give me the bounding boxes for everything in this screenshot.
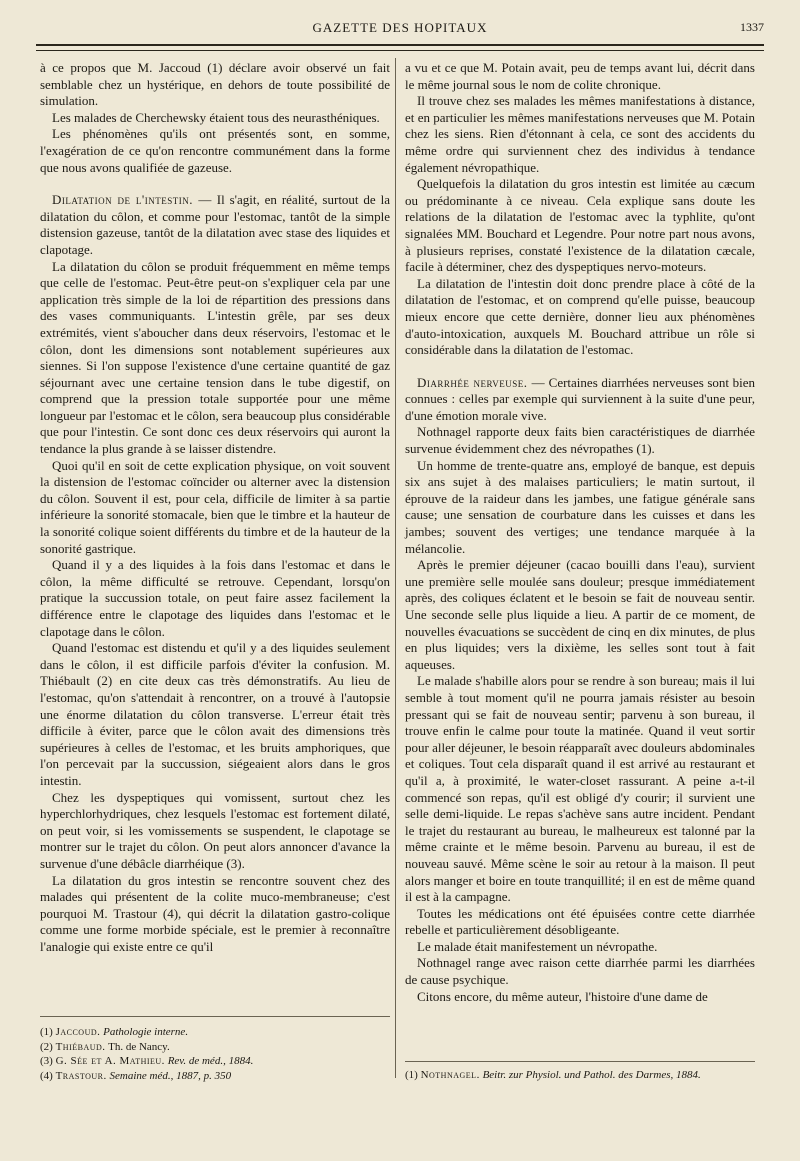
footnote: (1) Nothnagel. Beitr. zur Physiol. und Pathol. des Darmes, 1884. [405,1069,701,1081]
paragraph: Les malades de Cherchewsky étaient tous des neurasthéniques. [52,109,380,125]
paragraph: Toutes les médications ont été épuisées contre cette diarrhée rebelle et particulièrement désobligeante. [405,905,755,938]
journal-title: GAZETTE DES HOPITAUX [312,20,488,35]
section-text: Il s'agit, en réalité, surtout de la dilatation du côlon, et comme pour l'estomac, tantôt de la simple distension gazeuse, tantôt de la dilatation avec stase des liquides et clapotage. [40,192,390,257]
paragraph: La dilatation de l'intestin doit donc prendre place à côté de la dilatation de l'estomac, et on comprend qu'elle puisse, beaucoup mieux encore que cette dernière, donner lieu aux phénomènes d'auto-intoxication, auxquels M. Bouchard attribue un rôle si considérable dans la dilatation de l'estomac. [405,275,755,358]
right-column [405,60,755,1005]
section-text: Certaines diarrhées nerveuses sont bien connues : celles par exemple qui surviennent à la suite d'une peur, d'une émotion morale vive. [405,374,756,423]
section-diarrhee-nerveuse [405,375,755,425]
paragraph: La dilatation du gros intestin se rencontre souvent chez des malades qui présentent de la colite muco-membraneuse; c'est pourquoi M. Trastour (4), qui décrit la dilatation gastro-colique comme une forme morbide spéciale, est le premier à reconnaître l'analogie qui existe entre ce qu'il [40,872,390,954]
paragraph: Les phénomènes qu'ils ont présentés sont, en somme, l'exagération de ce qu'on rencontre communément dans la forme que nous avons qualifiée de gazeuse. [40,126,390,175]
paragraph: La dilatation du côlon se produit fréquemment en même temps que celle de l'estomac. Peut-être peut-on s'expliquer cela par une application très simple de la loi de répartition des pressions dans des vases communiquants. L'intestin grêle, par ses deux extrémités, vient s'aboucher dans deux réservoirs, l'estomac et le côlon, dont les dimensions sont notablement supérieures aux siennes. Si l'on suppose l'existence d'une certaine quantité de gaz séjournant avec une certaine tension dans le tube digestif, on comprend que la pression totale supportée pour une même longueur par l'estomac et le côlon, sera beaucoup plus considérable que pour l'intestin. Ce sont donc ces deux réservoirs qui auront la tendance la plus grande à se laisser distendre. [40,258,390,457]
paragraph: Le malade s'habille alors pour se rendre à son bureau; mais il lui semble à tout moment qu'il ne pourra jamais résister au besoin pressant qui se fait de nouveau sentir; parvenu à son bureau, il trouve enfin le calme pour toute la matinée. Quand il veut sortir pour aller déjeuner, le besoin réapparaît avec douleurs abdominales et coliques. Tout cela disparaît quand il est arrivé au restaurant et qu'il a, à proximité, le water-closet rassurant. A peine a-t-il commencé son repas, qu'il est obligé d'y courir; il survient une selle demi-liquide. Le repas s'achève sans autre incident. Pendant le trajet du restaurant au bureau, le malheureux est talonné par la même crainte et le même besoin. Parvenu au bureau, il est de nouveau sauvé. Même scène le soir au retour à la maison. Il peut alors manger et boire en toute tranquillité; il en est de même quand il est à la campagne. [405,673,755,905]
paragraph: Le malade était manifestement un névropathe. [417,938,658,954]
page-header [36,18,764,40]
paragraph: a vu et ce que M. Potain avait, peu de temps avant lui, décrit dans le même journal sous le nom de colite chronique. [405,60,755,92]
paragraph: Quand l'estomac est distendu et qu'il y a des liquides seulement dans le côlon, il est difficile parfois d'éviter la confusion. M. Thiébault (2) en cite deux cas très démonstratifs. Au lieu de l'estomac, qu'on s'attendait à rencontrer, on a trouvé à l'autopsie une énorme dilatation du côlon transverse. L'erreur était très difficile à éviter, parce que le côlon avait des dimensions très supérieures à celles de l'estomac, et les bruits amphoriques, que l'on percevait par la succussion, siégeaient alors dans le gros intestin. [40,640,390,788]
page-number: 1337 [740,20,764,34]
paragraph: Quand il y a des liquides à la fois dans l'estomac et dans le côlon, la même difficulté se retrouve. Cependant, lorsqu'on pratique la succussion totale, on peut faire assez facilement la différence entre le clapotage des liquides dans l'estomac et le clapotage dans le côlon. [40,557,390,639]
paragraph: Nothnagel range avec raison cette diarrhée parmi les diarrhées de cause psychique. [405,955,755,988]
footnote: (2) Thiébaud. Th. de Nancy. [40,1040,170,1053]
footnote: (3) G. Sée et A. Mathieu. Rev. de méd., 1884. [40,1055,254,1067]
paragraph: à ce propos que M. Jaccoud (1) déclare avoir observé un fait semblable chez un hystérique, en dehors de toute possibilité de simulation. [40,60,390,109]
paragraph: Après le premier déjeuner (cacao bouilli dans l'eau), survient une première selle moulée sans douleur; presque immédiatement après, des coliques éclatent et le besoin se fait de nouveau sentir. Une seconde selle plus liquide a lieu. A partir de ce moment, de nouvelles évacuations se succèdent de cinq en dix minutes, de plus en plus liquides; vers la dixième, les selles sont tout à fait aqueuses. [405,557,755,672]
footnote-separator [40,1016,390,1017]
section-heading: Diarrhée nerveuse. — [417,374,546,390]
paragraph: Quoi qu'il en soit de cette explication physique, on voit souvent la distension de l'estomac coïncider ou alterner avec la distension du côlon. Souvent il est, pour cela, difficile de limiter à sa partie inférieure la sonorité stomacale, bien que le timbre et la hauteur de la sonorité colique soient différents du timbre et de la hauteur de la sonorité gastrique. [40,457,390,556]
column-divider [395,58,396,1078]
section-dilatation-intestin [40,192,390,258]
footnotes-left [40,1025,390,1083]
paragraph: Chez les dyspeptiques qui vomissent, surtout chez les hyperchlorhydriques, chez lesquels l'estomac est fortement dilaté, on peut voir, si les vomissements se suspendent, le clapotage se montrer sur le trajet du côlon. On peut alors annoncer d'avance la survenue d'une débâcle diarrhéique (3). [40,789,390,871]
paragraph: Il trouve chez ses malades les mêmes manifestations à distance, et en particulier les mêmes manifestations nerveuses que M. Potain chez les siens. Rien d'étonnant à cela, ce sont des accidents du même ordre qui surviennent chez des individus à tendance également névropathique. [405,93,755,175]
paragraph: Nothnagel rapporte deux faits bien caractéristiques de diarrhée survenue évidemment chez des névropathes (1). [405,424,755,457]
section-heading: Dilatation de l'intestin. — [52,192,212,208]
footnote-separator [405,1061,755,1062]
paragraph: Quelquefois la dilatation du gros intestin est limitée au cæcum ou prédominante à ce niveau. Cela explique sans doute les relations de la dilatation de l'estomac avec la typhlite, qu'ont signalées MM. Bouchard et Legendre. Pour notre part nous avons, à plusieurs reprises, constaté l'existence de la dilatation cæcale, facile à déterminer, chez des dyspeptiques nervo-moteurs. [405,176,755,275]
footnote: (1) Jaccoud. Pathologie interne. [40,1026,189,1038]
left-column [40,60,390,955]
paragraph: Citons encore, du même auteur, l'histoire d'une dame de [417,988,708,1004]
paragraph: Un homme de trente-quatre ans, employé de banque, est depuis six ans sujet à des malaises particuliers; le matin surtout, il éprouve de la raideur dans les jambes, une fatigue générale sans cause; une sensation de courbature dans les cuisses et dans les jambes; souvent des vertiges; une tendance marquée à la mélancolie. [405,457,755,556]
header-rule [36,44,764,51]
footnotes-right [405,1068,755,1083]
footnote: (4) Trastour. Semaine méd., 1887, p. 350 [40,1069,232,1082]
